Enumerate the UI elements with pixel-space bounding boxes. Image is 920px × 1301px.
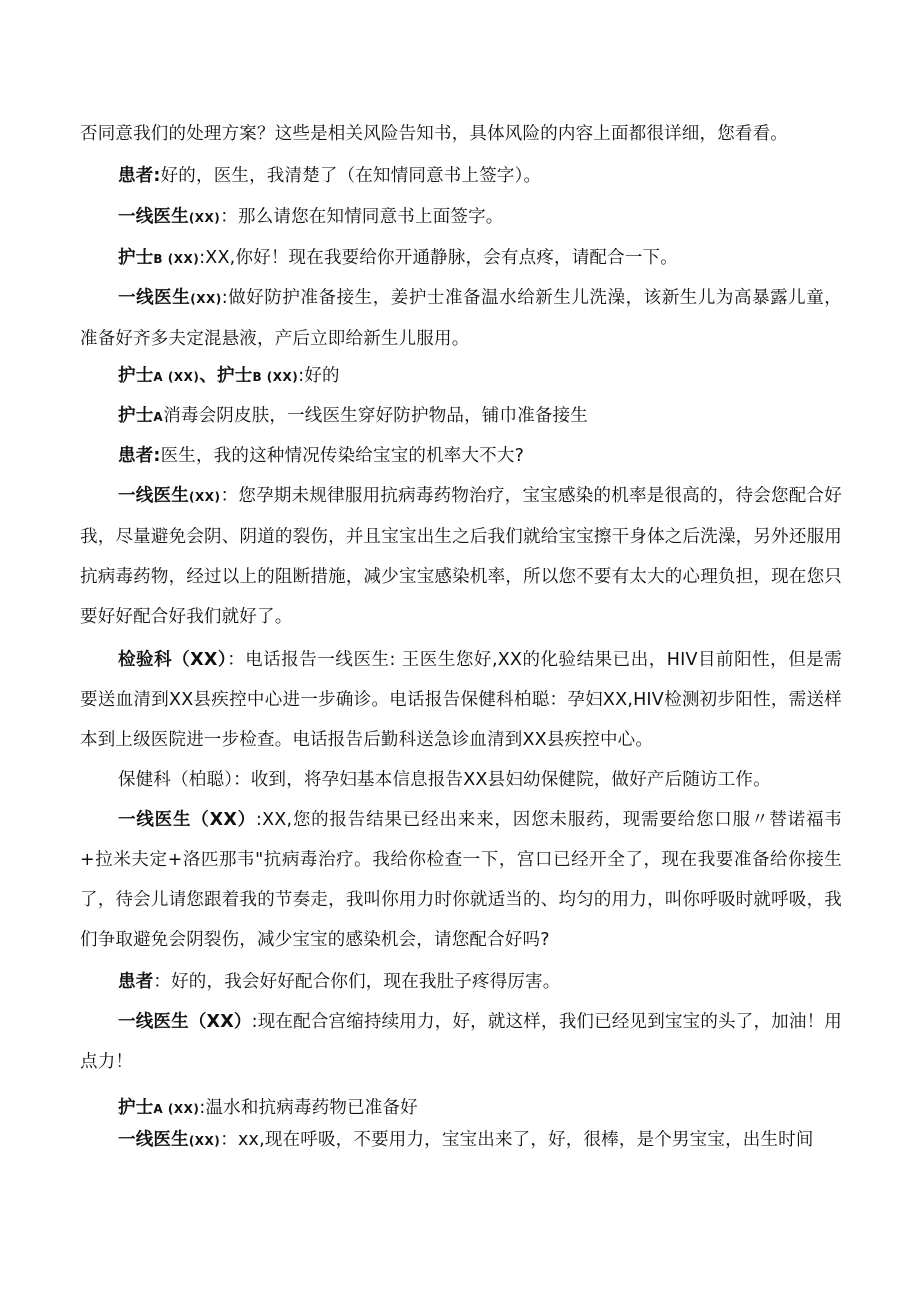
paragraph-text: :好的 [298, 366, 340, 386]
paragraph-2 [80, 156, 842, 196]
speaker-tag: B (XX) [153, 252, 200, 266]
paragraph-text: ：那么请您在知情同意书上面签字。 [220, 207, 504, 227]
speaker-label: 患者: [118, 166, 161, 186]
speaker-label: 一线医生 [118, 1130, 189, 1150]
paragraph-3 [80, 197, 842, 238]
speaker-tag: (XX) [188, 1134, 221, 1148]
paragraph-text: ：好的，我会好好配合你们，现在我肚子疼得厉害。 [153, 972, 561, 992]
paragraph-text: 医生，我的这种情况传染给宝宝的机率大不大? [160, 446, 525, 466]
paragraph-text: :现在配合宫缩持续用力，好，就这样，我们已经见到宝宝的头了，加油！用点力！ [80, 1012, 842, 1072]
speaker-label: 患者: [118, 446, 161, 466]
paragraph-text: 保健科（柏聪）：收到，将孕妇基本信息报告XX县妇幼保健院，做好产后随访工作。 [118, 770, 771, 790]
speaker-label: 护士 [118, 366, 154, 386]
speaker-label: 一线医生 [118, 288, 191, 308]
speaker-label: 检验科（XX） [118, 650, 228, 670]
speaker-tag: (XX) [190, 292, 222, 306]
speaker-tag: A (XX) [153, 1102, 200, 1116]
paragraph-9 [80, 476, 842, 637]
paragraph-text: ：电话报告一线医生: 王医生您好,XX的化验结果已出，HIV目前阳性，但是需要送血清到XX县疾控中心进一步确诊。电话报告保健科柏聪：孕妇XX,HIV检测初步阳性，需送样本到上级医院进一步检查。电话报告后勤科送急诊血清到XX县疾控中心。 [80, 650, 842, 750]
paragraph-10 [80, 640, 842, 760]
speaker-label: 一线医生 [118, 486, 190, 506]
speaker-tag: A [153, 410, 164, 424]
paragraph-14 [80, 1002, 842, 1082]
speaker-tag: (XX) [188, 211, 221, 225]
paragraph-text: ：xx,现在呼吸，不要用力，宝宝出来了，好，很棒，是个男宝宝，出生时间 [220, 1130, 814, 1150]
speaker-label: 护士 [118, 248, 154, 268]
speaker-label: 一线医生 [118, 207, 189, 227]
speaker-label: 患者 [118, 972, 154, 992]
paragraph-text: :XX,你好！现在我要给你开通静脉，会有点疼，请配合一下。 [199, 248, 678, 268]
paragraph-11 [80, 760, 842, 800]
paragraph-8 [80, 436, 842, 476]
paragraph-text: 否同意我们的处理方案？这些是相关风险告知书，具体风险的内容上面都很详细，您看看。 [80, 124, 788, 144]
paragraph-text: ：您孕期未规律服用抗病毒药物治疗，宝宝感染的机率是很高的，待会您配合好我，尽量避免会阴、阴道的裂伤，并且宝宝出生之后我们就给宝宝擦干身体之后洗澡，另外还服用抗病毒药物，经过以上的阻断措施，减少宝宝感染机率，所以您不要有太大的心理负担，现在您只要好好配合好我们就好了。 [80, 486, 842, 627]
paragraph-16 [80, 1120, 842, 1161]
speaker-label: 一线医生（XX） [118, 810, 256, 830]
paragraph-4 [80, 238, 842, 279]
paragraph-13 [80, 962, 842, 1002]
speaker-tag: (XX) [189, 490, 221, 504]
paragraph-7 [80, 396, 842, 437]
speaker-label: 一线医生（XX） [118, 1012, 252, 1032]
speaker-tag: A (XX) [153, 370, 200, 384]
speaker-label-2: 、护士 [199, 366, 253, 386]
paragraph-text: :XX,您的报告结果已经出来来，因您未服药，现需要给您口服〃替诺福韦+拉米夫定+洛匹那韦"抗病毒治疗。我给你检查一下，宫口已经开全了，现在我要准备给你接生了，待会儿请您跟着我的节奏走，我叫你用力时你就适当的、均匀的用力，叫你呼吸时就呼吸，我们争取避免会阴裂伤，减少宝宝的感染机会，请您配合好吗? [80, 810, 842, 950]
paragraph-text: 消毒会阴皮肤，一线医生穿好防护物品，铺巾准备接生 [163, 406, 589, 426]
paragraph-1 [80, 114, 842, 154]
paragraph-12 [80, 800, 842, 960]
paragraph-6 [80, 356, 842, 397]
speaker-tag-2: B (XX) [252, 370, 299, 384]
paragraph-5 [80, 278, 842, 359]
speaker-label: 护士 [118, 1098, 154, 1118]
paragraph-text: :做好防护准备接生，姜护士准备温水给新生儿洗澡，该新生儿为高暴露儿童，准备好齐多夫定混悬液，产后立即给新生儿服用。 [80, 288, 842, 349]
paragraph-text: 好的，医生，我清楚了（在知情同意书上签字）。 [160, 166, 542, 186]
paragraph-text: :温水和抗病毒药物已准备好 [199, 1098, 418, 1118]
speaker-label: 护士 [118, 406, 154, 426]
